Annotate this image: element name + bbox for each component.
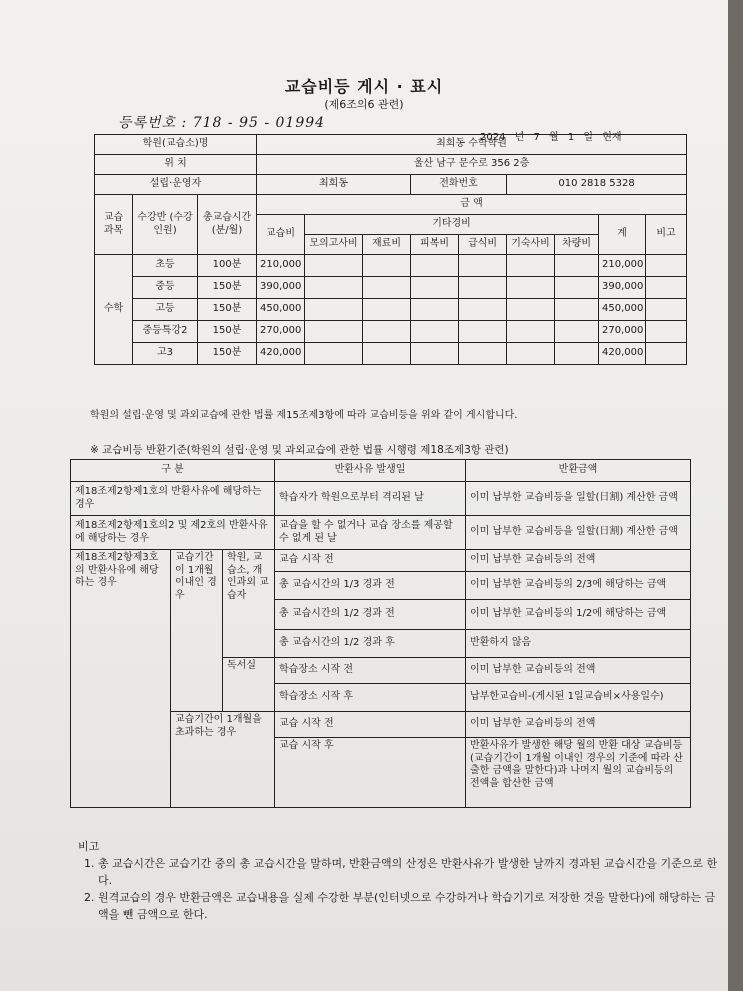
- reading-room-label: 독서실: [223, 658, 275, 712]
- reading-reason-1: 학습장소 시작 전: [275, 658, 466, 684]
- row1-category: 제18조제2항제1호의 반환사유에 해당하는 경우: [71, 482, 275, 516]
- header-bus: 차량비: [555, 235, 599, 255]
- operator-label: 설립·운영자: [95, 175, 257, 195]
- header-dorm: 기숙사비: [507, 235, 555, 255]
- total-cell: 450,000: [599, 299, 646, 321]
- header-tuition: 교습비: [257, 215, 305, 255]
- posting-notice: 학원의 설립·운영 및 과외교습에 관한 법률 제15조제3항에 따라 교습비등을 위와 같이 게시합니다.: [90, 410, 518, 421]
- header-refund-amount: 반환금액: [466, 460, 691, 482]
- refund-title: ※ 교습비등 반환기준(학원의 설립·운영 및 과외교습에 관한 법률 시행령 제18조제3항 관련): [90, 444, 509, 456]
- class-cell: 중등특강2: [133, 321, 198, 343]
- row2-category: 제18조제2항제1호의2 및 제2호의 반환사유에 해당하는 경우: [71, 516, 275, 550]
- total-cell: 420,000: [599, 343, 646, 365]
- fee-cell: 210,000: [257, 255, 305, 277]
- hours-cell: 150분: [198, 343, 257, 365]
- fee-cell: 270,000: [257, 321, 305, 343]
- fee-cell: 450,000: [257, 299, 305, 321]
- phone-label: 전화번호: [411, 175, 507, 195]
- header-subject: 교습 과목: [95, 195, 133, 255]
- fee-cell: 420,000: [257, 343, 305, 365]
- header-category: 구 분: [71, 460, 275, 482]
- location-value: 울산 남구 문수로 356 2층: [257, 155, 687, 175]
- total-cell: 270,000: [599, 321, 646, 343]
- hours-cell: 100분: [198, 255, 257, 277]
- academy-amount-4: 반환하지 않음: [466, 630, 691, 658]
- academy-reason-2: 총 교습시간의 1/3 경과 전: [275, 572, 466, 600]
- academy-label: 학원, 교습소, 개인과외 교습자: [223, 550, 275, 658]
- header-amount: 금 액: [257, 195, 687, 215]
- total-cell: 390,000: [599, 277, 646, 299]
- phone-value: 010 2818 5328: [507, 175, 687, 195]
- refund-table: [70, 459, 691, 808]
- fee-cell: 390,000: [257, 277, 305, 299]
- academy-reason-3: 총 교습시간의 1/2 경과 전: [275, 600, 466, 630]
- header-hours: 총교습시간 (분/월): [198, 195, 257, 255]
- header-meal: 급식비: [459, 235, 507, 255]
- name-value: 최희동 수학학원: [257, 135, 687, 155]
- fee-table: [94, 134, 687, 365]
- academy-reason-4: 총 교습시간의 1/2 경과 후: [275, 630, 466, 658]
- header-other-expenses: 기타경비: [305, 215, 599, 235]
- remarks-heading: 비고: [78, 840, 100, 853]
- header-mock-exam: 모의고사비: [305, 235, 363, 255]
- reading-amount-1: 이미 납부한 교습비등의 전액: [466, 658, 691, 684]
- over-amount-2: 반환사유가 발생한 해당 월의 반환 대상 교습비등(교습기간이 1개월 이내인 경우의 기준에 따라 산출한 금액을 말한다)과 나머지 월의 교습비등의 전액을 합산한 금액: [466, 738, 691, 808]
- academy-amount-1: 이미 납부한 교습비등의 전액: [466, 550, 691, 572]
- class-cell: 중등: [133, 277, 198, 299]
- hours-cell: 150분: [198, 299, 257, 321]
- over-amount-1: 이미 납부한 교습비등의 전액: [466, 712, 691, 738]
- academy-reason-1: 교습 시작 전: [275, 550, 466, 572]
- academy-amount-3: 이미 납부한 교습비등의 1/2에 해당하는 금액: [466, 600, 691, 630]
- over-month-label: 교습기간이 1개월을 초과하는 경우: [171, 712, 275, 808]
- subject-cell: 수학: [95, 255, 133, 365]
- total-cell: 210,000: [599, 255, 646, 277]
- reading-amount-2: 납부한교습비-(게시된 1일교습비×사용일수): [466, 684, 691, 712]
- class-cell: 고3: [133, 343, 198, 365]
- header-class: 수강반 (수강인원): [133, 195, 198, 255]
- header-material: 재료비: [363, 235, 411, 255]
- background-edge: [728, 0, 743, 991]
- header-uniform: 피복비: [411, 235, 459, 255]
- remark-item-2: 2. 원격교습의 경우 반환금액은 교습내용을 실제 수강한 부분(인터넷으로 수강하거나 학습기기로 저장한 것을 말한다)에 해당하는 금액을 뺀 금액으로 한다.: [84, 891, 716, 922]
- within-month-label: 교습기간이 1개월 이내인 경우: [171, 550, 223, 712]
- header-reason: 반환사유 발생일: [275, 460, 466, 482]
- remark-item-1: 1. 총 교습시간은 교습기간 중의 총 교습시간을 말하며, 반환금액의 산정은 반환사유가 발생한 날까지 경과된 교습시간을 기준으로 한다.: [84, 857, 718, 888]
- row3-category: 제18조제2항제3호의 반환사유에 해당하는 경우: [71, 550, 171, 808]
- name-label: 학원(교습소)명: [95, 135, 257, 155]
- doc-title: 교습비등 게시 · 표시: [284, 77, 444, 96]
- hours-cell: 150분: [198, 277, 257, 299]
- row2-reason: 교습을 할 수 없거나 교습 장소를 제공할 수 없게 된 날: [275, 516, 466, 550]
- registration-number: 등록번호 : 718 - 95 - 01994: [118, 115, 326, 131]
- row1-amount: 이미 납부한 교습비등을 일할(日割) 계산한 금액: [466, 482, 691, 516]
- academy-amount-2: 이미 납부한 교습비등의 2/3에 해당하는 금액: [466, 572, 691, 600]
- header-note: 비고: [646, 215, 687, 255]
- header-total: 계: [599, 215, 646, 255]
- row1-reason: 학습자가 학원으로부터 격리된 날: [275, 482, 466, 516]
- doc-subtitle: (제6조의6 관련): [324, 98, 404, 111]
- date-line: 2024 년 7 월 1 일 현재: [480, 132, 622, 143]
- operator-value: 최희동: [257, 175, 411, 195]
- class-cell: 고등: [133, 299, 198, 321]
- over-reason-2: 교습 시작 후: [275, 738, 466, 808]
- hours-cell: 150분: [198, 321, 257, 343]
- over-reason-1: 교습 시작 전: [275, 712, 466, 738]
- location-label: 위 치: [95, 155, 257, 175]
- remarks-section: [78, 838, 718, 923]
- class-cell: 초등: [133, 255, 198, 277]
- row2-amount: 이미 납부한 교습비등을 일할(日割) 계산한 금액: [466, 516, 691, 550]
- reading-reason-2: 학습장소 시작 후: [275, 684, 466, 712]
